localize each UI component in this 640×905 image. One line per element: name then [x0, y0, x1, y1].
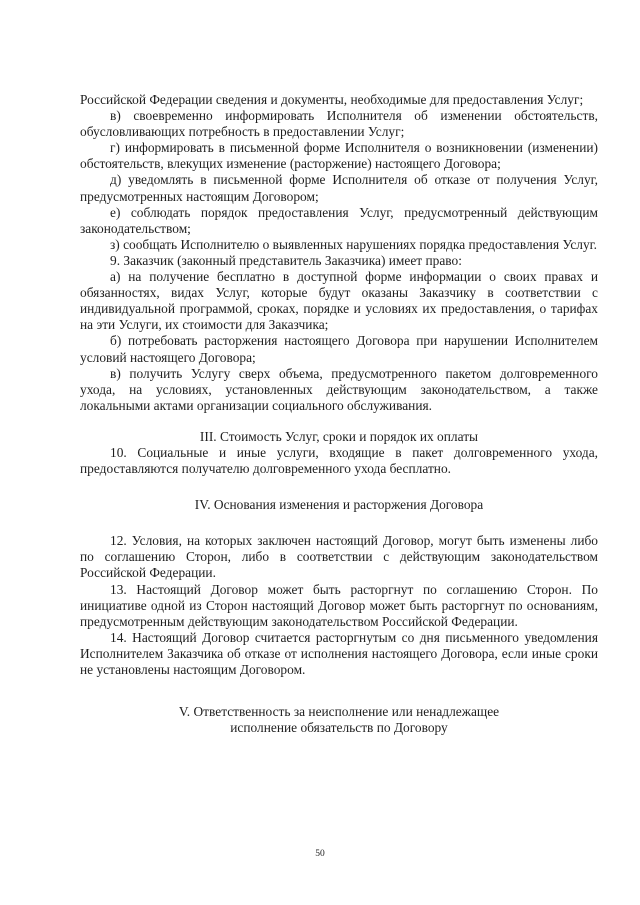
- clause-13: 13. Настоящий Договор может быть расторгнут по соглашению Сторон. По инициативе одной из Сторон настоящий Договор может быть расторгнут по основаниям, предусмотренным действующим законодательством Российской Федерации.: [80, 581, 598, 629]
- page-number: 50: [315, 849, 325, 859]
- clause-10: 10. Социальные и иные услуги, входящие в пакет долговременного ухода, предоставляются получателю долговременного ухода бесплатно.: [80, 444, 598, 477]
- paragraph-9b: б) потребовать расторжения настоящего Договора при нарушении Исполнителем условий настоящего Договора;: [80, 333, 598, 365]
- paragraph-z: з) сообщать Исполнителю о выявленных нарушениях порядка предоставления Услуг.: [110, 236, 598, 252]
- section-5-heading-line-2: исполнение обязательств по Договору: [230, 720, 448, 736]
- paragraph-v: в) своевременно информировать Исполнителя об изменении обстоятельств, обусловливающих потребность в предоставлении Услуг;: [80, 108, 598, 140]
- document-body: [80, 92, 598, 736]
- section-3-heading: III. Стоимость Услуг, сроки и порядок их оплаты: [199, 428, 479, 444]
- paragraph-9: 9. Заказчик (законный представитель Заказчика) имеет право:: [110, 252, 462, 268]
- clause-12: 12. Условия, на которых заключен настоящий Договор, могут быть изменены либо по соглашению Сторон, либо в соответствии с действующим законодательством Российской Федерации.: [80, 533, 598, 581]
- paragraph-cont: Российской Федерации сведения и документы, необходимые для предоставления Услуг;: [80, 92, 584, 107]
- paragraph-9a: а) на получение бесплатно в доступной форме информации о своих правах и обязанностях, видах Услуг, которые будут оказаны Заказчику в соответствии с индивидуальной программой, сроках, порядке и условиях их предоставления, о тарифах на эти Услуги, их стоимости для Заказчика;: [80, 269, 598, 333]
- paragraph-e: е) соблюдать порядок предоставления Услуг, предусмотренный действующим законодательством;: [80, 204, 598, 236]
- paragraph-d: д) уведомлять в письменной форме Исполнителя об отказе от получения Услуг, предусмотренных настоящим Договором;: [80, 172, 598, 204]
- customer-obligations-and-rights: [80, 92, 598, 414]
- clause-14: 14. Настоящий Договор считается расторгнутым со дня письменного уведомления Исполнителем Заказчика об отказе от исполнения настоящего Договора, если иные сроки не установлены настоящим Договором.: [80, 629, 598, 677]
- paragraph-g: г) информировать в письменной форме Исполнителя о возникновении (изменении) обстоятельств, влекущих изменение (расторжение) настоящего Договора;: [80, 140, 598, 172]
- section-5-heading-line-1: V. Ответственность за неисполнение или ненадлежащее: [178, 704, 500, 720]
- paragraph-9v: в) получить Услугу сверх объема, предусмотренного пакетом долговременного ухода, на условиях, установленных действующим законодательством, а также локальными актами организации социального обслуживания.: [80, 365, 598, 413]
- section-4-heading: IV. Основания изменения и расторжения Договора: [194, 497, 484, 513]
- section-5-heading: [80, 704, 598, 736]
